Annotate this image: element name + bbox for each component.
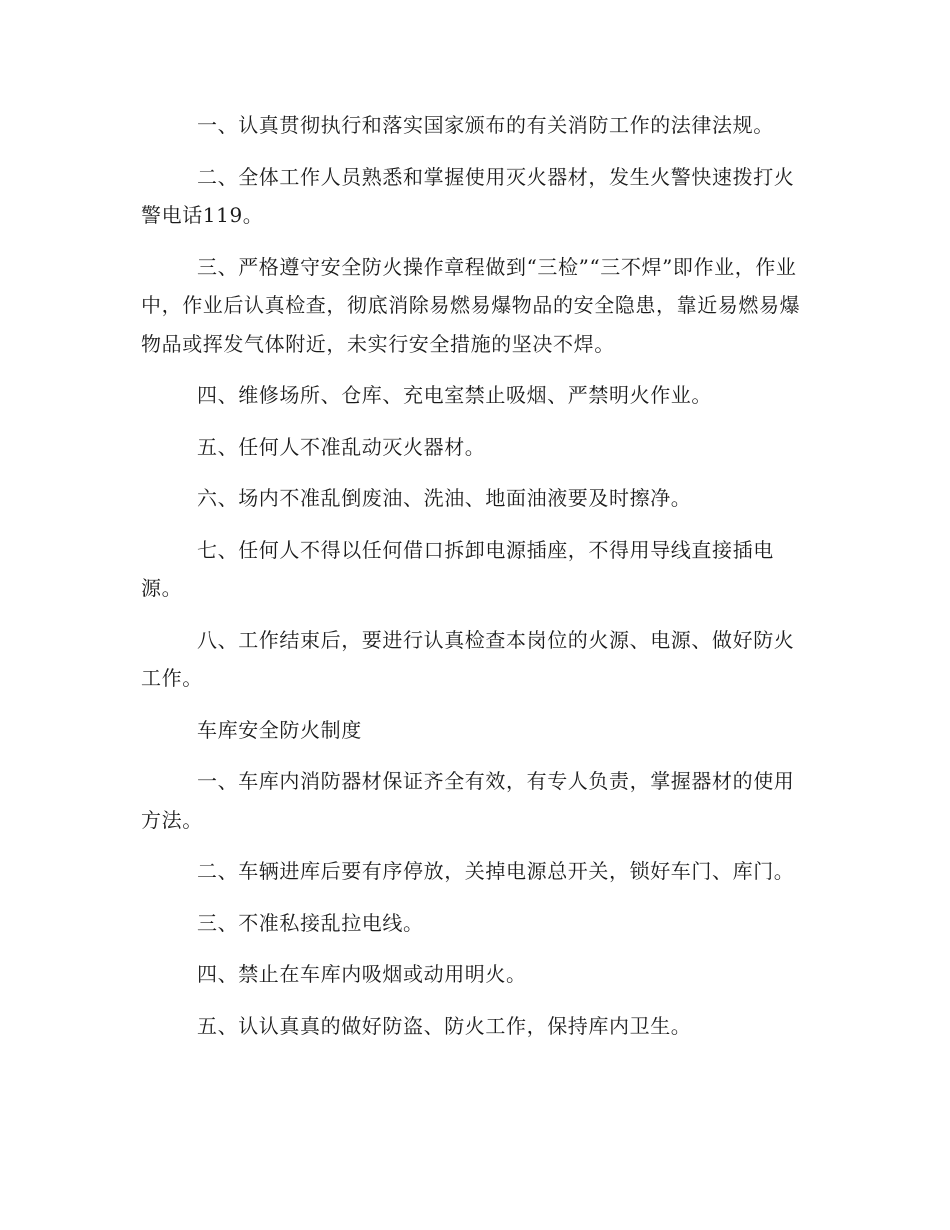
section-paragraph-5: 五、认认真真的做好防盗、防火工作，保持库内卫生。: [197, 1013, 692, 1038]
paragraph-7: 七、任何人不得以任何借口拆卸电源插座，不得用导线直接插电源。: [141, 537, 774, 600]
section-paragraph-2: 二、车辆进库后要有序停放，关掉电源总开关，锁好车门、库门。: [197, 859, 795, 883]
section-title: 车库安全防火制度: [197, 717, 362, 742]
paragraph-1: 一、认真贯彻执行和落实国家颁布的有关消防工作的法律法规。: [197, 113, 774, 137]
paragraph-2: 二、全体工作人员熟悉和掌握使用灭火器材，发生火警快速拨打火警电话119。: [141, 164, 795, 227]
document-body: [141, 106, 811, 1058]
paragraph-3: 三、严格遵守安全防火操作章程做到“三检”“三不焊”即作业，作业中，作业后认真检查，彻底消除易燃易爆物品的安全隐患，靠近易燃易爆物品或挥发气体附近，未实行安全措施的坚决不焊。: [141, 254, 801, 356]
paragraph-8: 八、工作结束后，要进行认真检查本岗位的火源、电源、做好防火工作。: [141, 627, 795, 690]
paragraph-6: 六、场内不准乱倒废油、洗油、地面油液要及时擦净。: [197, 486, 692, 510]
section-paragraph-3: 三、不准私接乱拉电线。: [197, 910, 424, 935]
paragraph-5: 五、任何人不准乱动灭火器材。: [197, 434, 486, 459]
section-paragraph-4: 四、禁止在车库内吸烟或动用明火。: [197, 962, 527, 986]
section-paragraph-1: 一、车库内消防器材保证齐全有效，有专人负责，掌握器材的使用方法。: [141, 769, 795, 832]
paragraph-4: 四、维修场所、仓库、充电室禁止吸烟、严禁明火作业。: [197, 383, 712, 407]
